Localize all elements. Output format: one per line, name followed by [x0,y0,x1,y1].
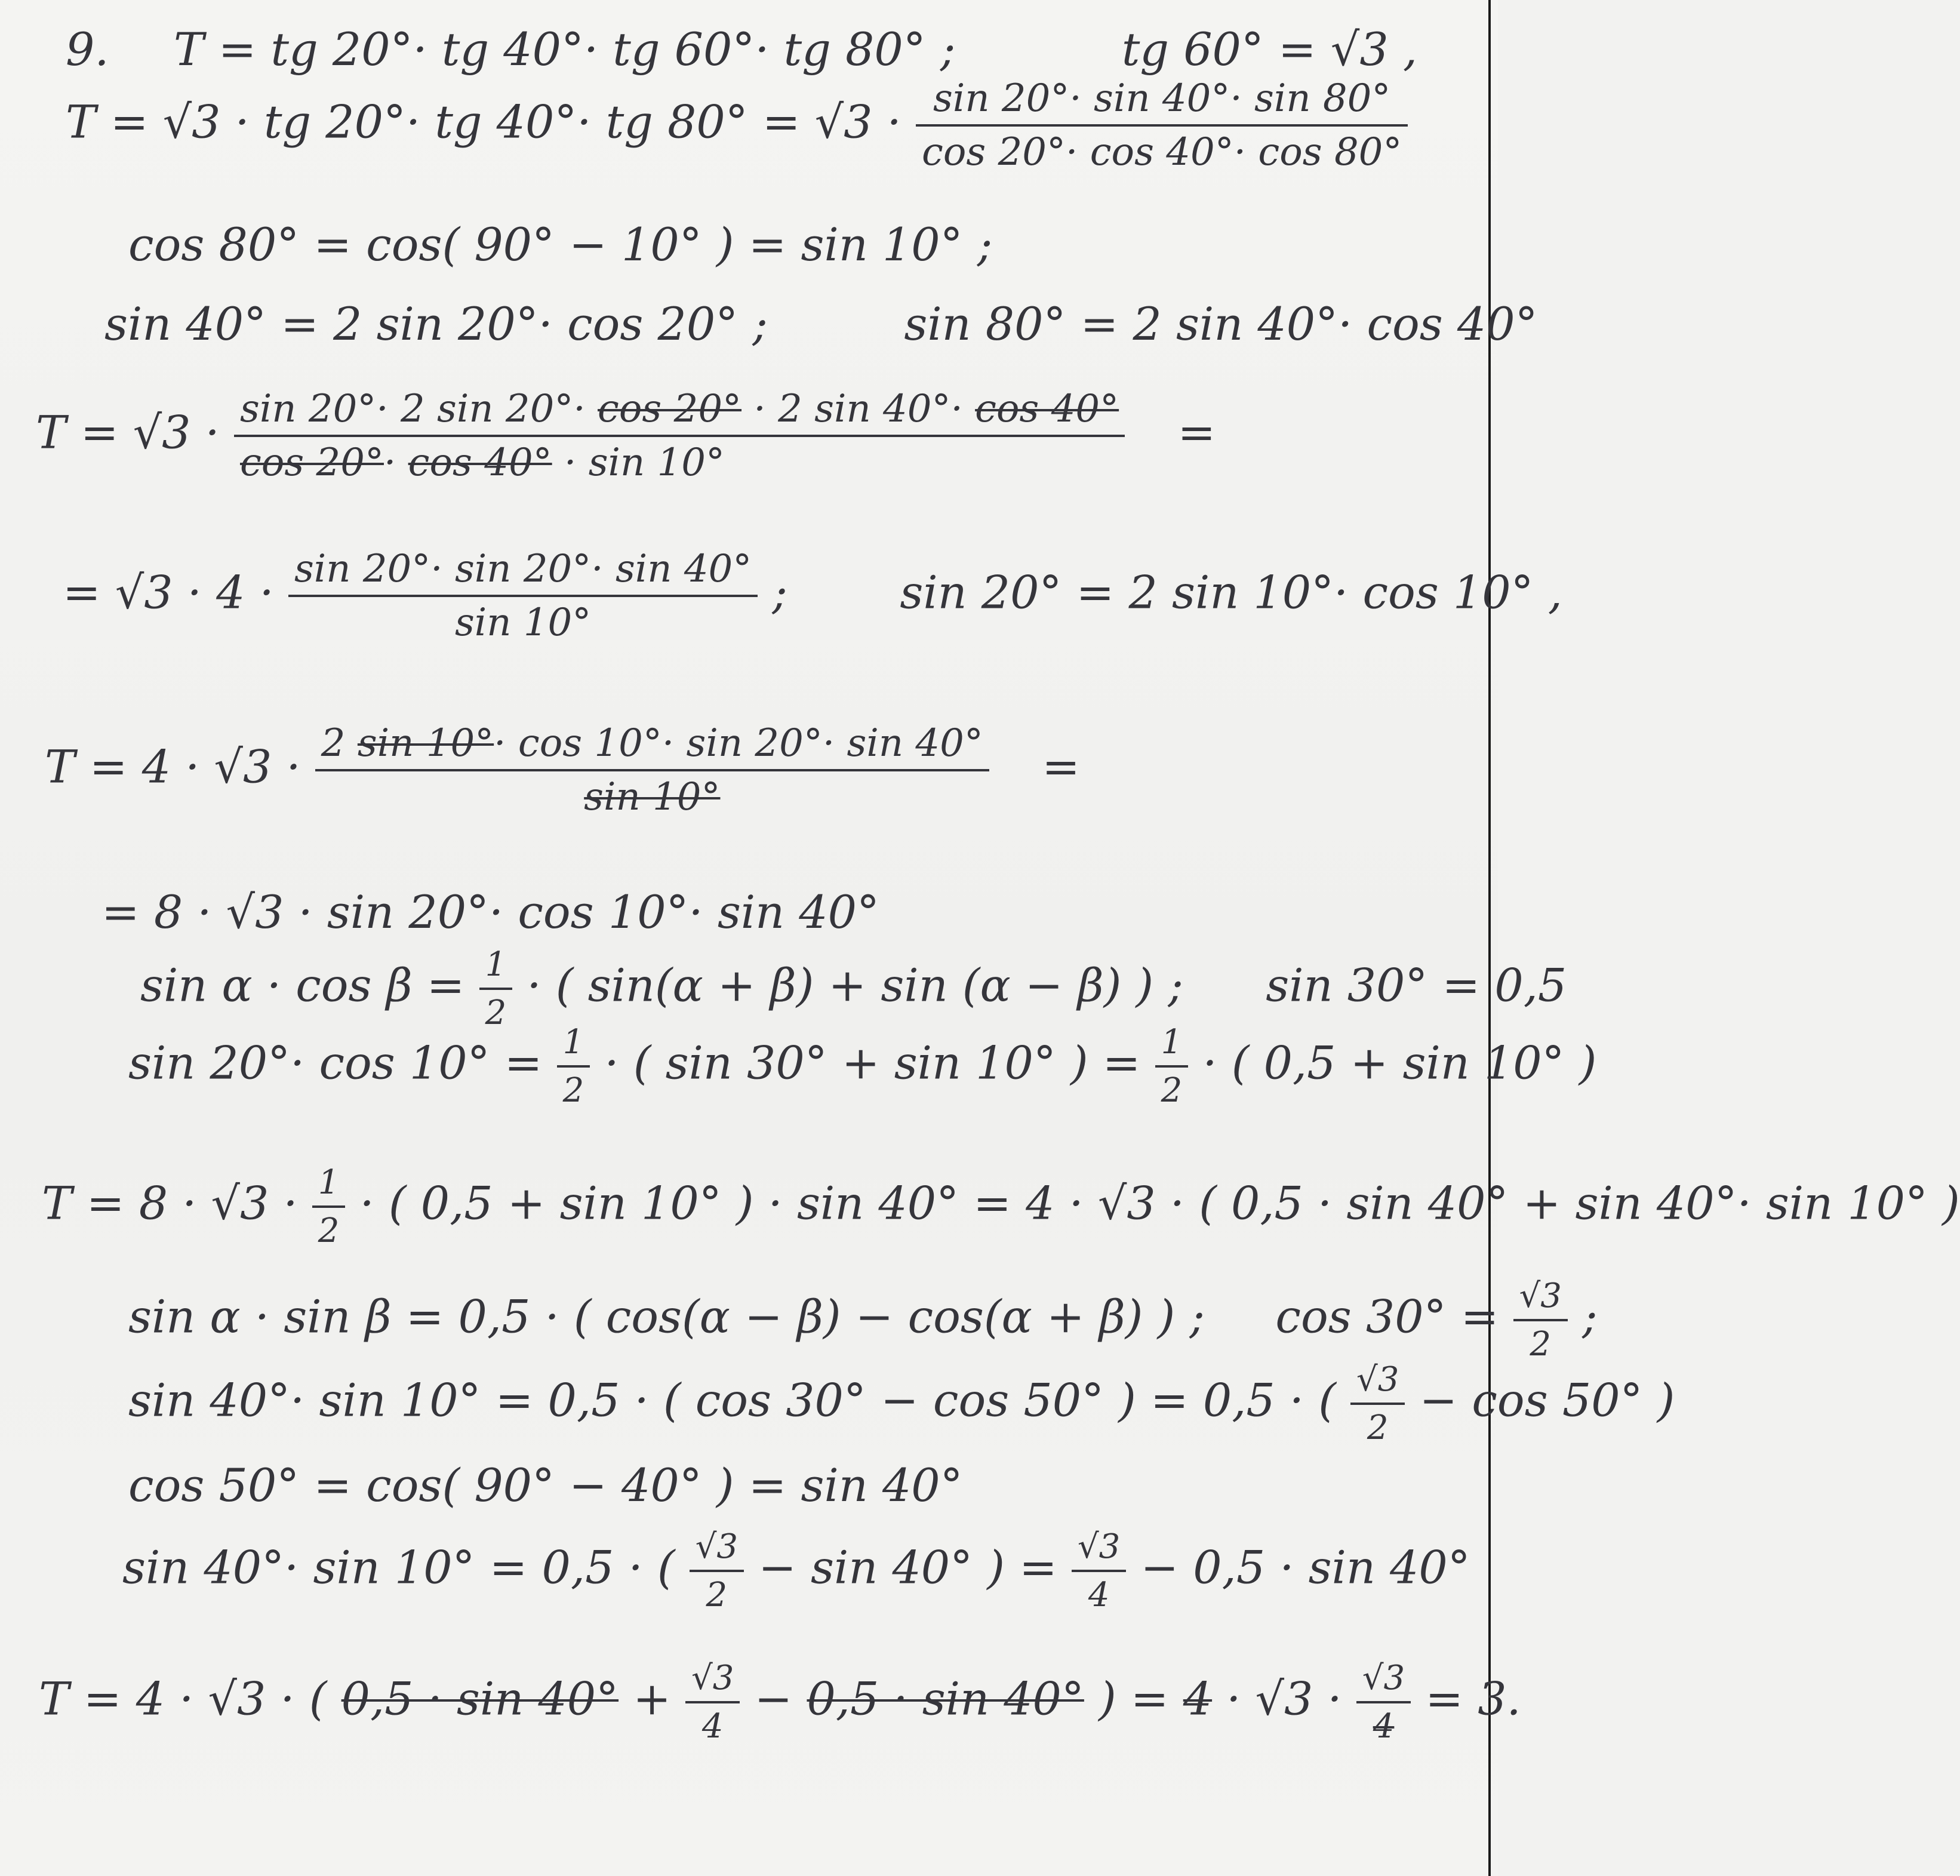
line-10 [128,1024,1596,1109]
page-edge-line [1488,0,1491,1876]
fraction-substituted [234,388,1125,484]
t-prefix: T = √3 · [36,405,220,459]
t-prefix: T = 4 · √3 · ( [39,1672,327,1726]
line-13 [128,1361,1675,1447]
product-to-difference-formula: sin α · sin β = 0,5 · ( cos(α − β) − cos(α + β) ) ; [128,1290,1205,1343]
tg60-value: tg 60° = √3 , [1121,23,1417,76]
t-prefix: T = 4 · √3 · [45,740,301,794]
fraction-denominator [315,771,989,819]
sqrt3-times-4: = √3 · 4 · [63,565,274,619]
fraction-one-half: $\frac{1}{2}$ [557,1024,590,1109]
problem-number: 9. [66,23,109,76]
line-7 [45,722,1080,819]
line-12 [128,1278,1598,1363]
sin40-sin10-result-prefix: sin 40°· sin 10° = 0,5 · ( [122,1540,675,1594]
line-11 [42,1164,1960,1250]
cos30-label: cos 30° = [1275,1290,1499,1343]
sum-expression: · ( sin 30° + sin 10° ) = [604,1036,1141,1090]
sin20-cos10-label: sin 20°· cos 10° = [128,1036,543,1090]
cancelled-sin10: sin 10° [357,721,494,765]
fraction-denominator: cos 20°· cos 40°· cos 80° [922,130,1402,174]
fraction-denominator: cos 20°· cos 40° · sin 10° [239,440,725,485]
expression-rewrite: T = √3 · tg 20°· tg 40°· tg 80° = √3 · [66,95,901,149]
cancelled-cos20: cos 20° [239,440,384,485]
sum-result: · ( 0,5 + sin 10° ) [1202,1036,1597,1090]
t-prefix: T = 8 · √3 · [42,1176,298,1230]
fraction-one-half: $\frac{1}{2}$ [1155,1024,1189,1109]
fraction-numerator: sin 20°· sin 40°· sin 80° [916,78,1408,127]
fraction-one-half: $\frac{1}{2}$ [479,946,513,1032]
fraction-reduced [288,548,758,644]
line-6 [63,548,1562,644]
line-3 [128,218,993,271]
line-1 [66,23,1417,76]
cancelled-four: 4 [1373,1706,1395,1746]
fraction-expanded [315,722,989,819]
line-14 [128,1459,963,1512]
fraction-denominator: sin 10° [454,600,592,645]
fraction-sqrt3-over-2: $\frac{√3}{2}$ [1350,1361,1405,1447]
fraction-sqrt3-over-2: $\frac{√3}{2}$ [690,1529,744,1614]
minus-sin40: − sin 40° ) = [758,1540,1057,1594]
cancelled-sin10: sin 10° [584,774,721,819]
line-5 [36,388,1216,484]
sin40-double-angle: sin 40° = 2 sin 20°· cos 20° ; [104,297,768,350]
sin80-double-angle: sin 80° = 2 sin 40°· cos 40° [904,297,1538,350]
cos80-identity: cos 80° = cos( 90° − 10° ) = sin 10° ; [128,218,993,271]
cancelled-cos40: cos 40° [408,440,552,485]
semicolon: ; [772,565,788,619]
fraction-sqrt3-over-4: $\frac{√3}{4}$ [1356,1660,1411,1745]
cancelled-cos20: cos 20° [598,387,742,431]
simplified-product: = 8 · √3 · sin 20°· cos 10°· sin 40° [101,885,879,939]
fraction-sqrt3-over-2: $\frac{√3}{2}$ [1513,1278,1568,1363]
cos50-identity: cos 50° = cos( 90° − 40° ) = sin 40° [128,1459,963,1512]
cancelled-cos40: cos 40° [975,387,1119,431]
cancelled-four: 4 [1183,1672,1213,1726]
product-to-sum-rhs: · ( sin(α + β) + sin (α − β) ) ; [527,958,1183,1012]
cancelled-half-sin40: 0,5 · sin 40° [341,1672,619,1726]
cancelled-half-sin40: 0,5 · sin 40° [807,1672,1084,1726]
fraction-numerator: 2 sin 10°· cos 10°· sin 20°· sin 40° [315,722,989,771]
expression-definition: T = tg 20°· tg 40°· tg 60°· tg 80° ; [173,23,956,76]
line-2 [66,78,1408,174]
line-15 [122,1529,1470,1614]
product-to-sum-formula: sin α · cos β = [140,958,465,1012]
line-16: T = 4 · √3 · ( 0,5 · sin 40° + $\frac{√3}{4}$ − 0,5 · sin 40° ) = 4 · √3 · $\frac{√3}{4}$ = 3. [39,1659,1521,1746]
fraction-sqrt3-over-4: $\frac{√3}{4}$ [685,1660,740,1745]
equals-sign: = [1177,405,1216,459]
sin30-value: sin 30° = 0,5 [1266,958,1567,1012]
t-expanded: · ( 0,5 + sin 10° ) · sin 40° = 4 · √3 · ( 0,5 · sin 40° + sin 40°· sin 10° ) [359,1176,1960,1230]
fraction-numerator: sin 20°· 2 sin 20°· cos 20° · 2 sin 40°· cos 40° [234,388,1125,437]
minus-half-sin40: − 0,5 · sin 40° [1140,1540,1470,1594]
line-4 [104,297,1538,350]
sin20-double-angle: sin 20° = 2 sin 10°· cos 10° , [900,565,1562,619]
fraction-numerator: sin 20°· sin 20°· sin 40° [288,548,758,597]
semicolon: ; [1582,1290,1598,1343]
fraction-sin-over-cos [916,78,1408,174]
line-9 [140,946,1567,1032]
minus-cos50: − cos 50° ) [1419,1373,1675,1427]
equals-sign: = [1042,740,1080,794]
line-8 [101,885,879,939]
final-answer: = 3. [1425,1672,1521,1726]
fraction-sqrt3-over-4: $\frac{√3}{4}$ [1072,1529,1126,1614]
sin40-sin10-expansion: sin 40°· sin 10° = 0,5 · ( cos 30° − cos 50° ) = 0,5 · ( [128,1373,1336,1427]
fraction-one-half: $\frac{1}{2}$ [312,1164,346,1250]
